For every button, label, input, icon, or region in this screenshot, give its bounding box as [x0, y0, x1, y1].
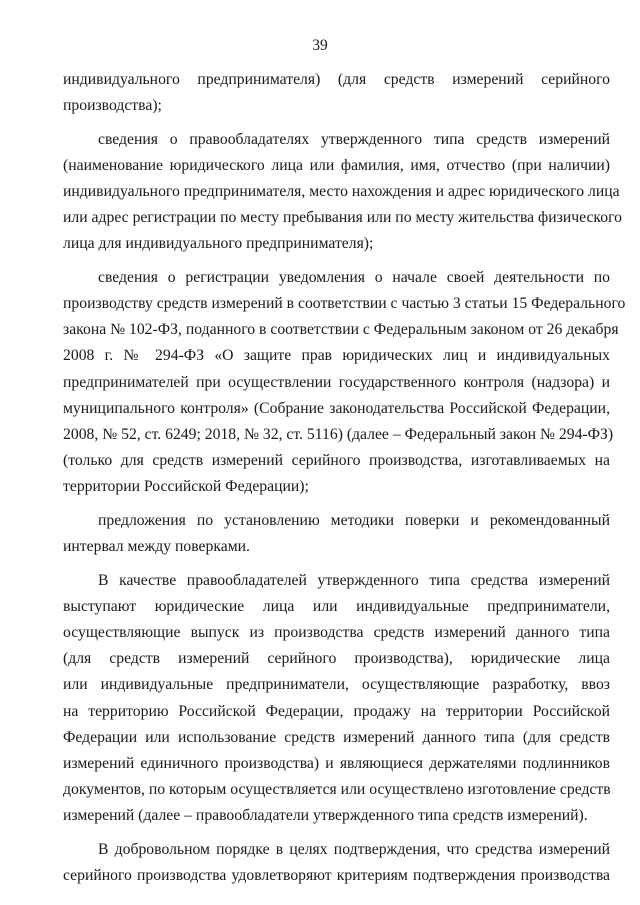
- text-line: 2008, № 52, ст. 6249; 2018, № 32, ст. 5116) (далее – Федеральный закон № 294-ФЗ): [63, 426, 614, 444]
- text-line: муниципального контроля» (Собрание законодательства Российской Федерации,: [63, 399, 610, 417]
- paragraph: [63, 127, 622, 258]
- text-line: 2008 г. № 294-ФЗ «О защите прав юридических лиц и индивидуальных: [63, 347, 610, 365]
- text-line: территории Российской Федерации);: [63, 478, 309, 496]
- text-line: производству средств измерений в соответствии с частью 3 статьи 15 Федерального: [63, 295, 626, 313]
- paragraph: [63, 265, 626, 501]
- text-line: В добровольном порядке в целях подтверждения, что средства измерений: [98, 840, 610, 858]
- text-line: документов, по которым осуществляется или осуществлено изготовление средств: [63, 781, 611, 799]
- paragraph: [63, 568, 610, 830]
- text-line: или индивидуальные предприниматели, осуществляющие разработку, ввоз: [63, 676, 610, 694]
- text-line: интервал между поверками.: [63, 538, 250, 556]
- paragraph: [63, 508, 610, 560]
- text-line: Федерации или использование средств измерений данного типа (для средств: [63, 728, 610, 746]
- text-line: предпринимателей при осуществлении государственного контроля (надзора) и: [63, 373, 610, 391]
- text-line: производства);: [63, 97, 162, 115]
- text-line: (только для средств измерений серийного производства, изготавливаемых на: [63, 452, 610, 470]
- text-line: сведения о правообладателях утвержденного типа средств измерений: [98, 130, 610, 148]
- text-line: предложения по установлению методики поверки и рекомендованный: [98, 511, 610, 529]
- text-line: закона № 102-ФЗ, поданного в соответствии с Федеральным законом от 26 декабря: [63, 321, 619, 339]
- text-line: индивидуального предпринимателя, место нахождения и адрес юридического лица: [63, 183, 620, 201]
- paragraph: [63, 837, 610, 889]
- document-body: [63, 67, 626, 896]
- text-line: (для средств измерений серийного производства), юридические лица: [63, 650, 610, 668]
- text-line: лица для индивидуального предпринимателя);: [63, 235, 374, 253]
- text-line: на территорию Российской Федерации, продажу на территории Российской: [63, 702, 610, 720]
- text-line: В качестве правообладателей утвержденного типа средства измерений: [98, 571, 610, 589]
- text-line: серийного производства удовлетворяют критериям подтверждения производства: [63, 866, 610, 884]
- text-line: выступают юридические лица или индивидуальные предприниматели,: [63, 597, 610, 615]
- paragraph: [63, 67, 610, 119]
- text-line: измерений (далее – правообладатели утвержденного типа средств измерений).: [63, 807, 588, 825]
- text-line: (наименование юридического лица или фамилия, имя, отчество (при наличии): [63, 156, 610, 174]
- text-line: или адрес регистрации по месту пребывания или по месту жительства физического: [63, 209, 622, 227]
- text-line: сведения о регистрации уведомления о начале своей деятельности по: [98, 268, 610, 286]
- text-line: индивидуального предпринимателя) (для средств измерений серийного: [63, 71, 610, 88]
- text-line: измерений единичного производства) и являющиеся держателями подлинников: [63, 754, 610, 772]
- page-number: 39: [312, 37, 328, 54]
- text-line: осуществляющие выпуск из производства средств измерений данного типа: [63, 623, 610, 641]
